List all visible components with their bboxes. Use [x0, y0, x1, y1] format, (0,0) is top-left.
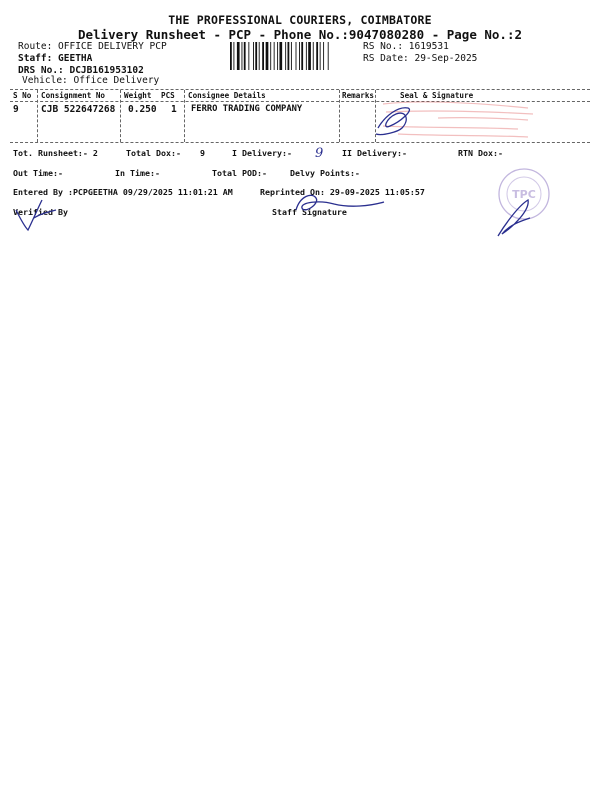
col-divider	[184, 90, 185, 142]
delvy-points: Delvy Points:-	[290, 168, 360, 178]
out-time: Out Time:-	[13, 168, 63, 178]
col-header-consignee: Consignee Details	[188, 91, 266, 100]
col-divider	[120, 90, 121, 142]
barcode-bar	[262, 42, 264, 70]
row-consignment: CJB 522647268	[41, 104, 116, 115]
total-dox-label: Total Dox:-	[126, 148, 181, 158]
barcode-bar	[279, 42, 282, 70]
verified-signature	[12, 196, 60, 236]
staff-signature	[290, 186, 390, 222]
barcode-bar	[248, 42, 249, 70]
col-header-remarks: Remarks	[342, 91, 375, 100]
svg-text:TPC: TPC	[512, 188, 536, 201]
barcode-bar	[277, 42, 278, 70]
staff-text: Staff: GEETHA	[18, 53, 93, 64]
barcode-bar	[255, 42, 257, 70]
rtn-dox: RTN Dox:-	[458, 148, 503, 158]
barcode-bar	[259, 42, 260, 70]
barcode-bar	[308, 42, 311, 70]
barcode-image	[230, 42, 358, 70]
col-header-pcs: PCS	[161, 91, 175, 100]
barcode-bar	[316, 42, 318, 70]
col-divider	[37, 90, 38, 142]
barcode-bar	[313, 42, 314, 70]
row-weight: 0.250	[128, 104, 157, 115]
col-header-weight: Weight	[124, 91, 152, 100]
vehicle-text: Vehicle: Office Delivery	[22, 75, 160, 86]
col-header-sno: S No	[13, 91, 32, 100]
ii-delivery: II Delivery:-	[342, 148, 407, 158]
barcode-bar	[237, 42, 240, 70]
barcode-bar	[306, 42, 307, 70]
route-text: Route: OFFICE DELIVERY PCP	[18, 41, 167, 52]
consignee-signature	[370, 98, 440, 143]
barcode-bar	[230, 42, 232, 70]
seal-signature	[494, 196, 534, 240]
total-dox-value: 9	[200, 148, 205, 158]
barcode-bar	[299, 42, 300, 70]
barcode-bar	[285, 42, 286, 70]
entered-by: Entered By :PCPGEETHA 09/29/2025 11:01:21 AM	[13, 187, 233, 197]
barcode-bar	[296, 42, 297, 70]
barcode-bar	[291, 42, 292, 70]
barcode-bar	[266, 42, 269, 70]
barcode-bar	[320, 42, 321, 70]
drs-number: DRS No.: DCJB161953102	[18, 65, 144, 76]
col-divider	[339, 90, 340, 142]
rs-number: RS No.: 1619531	[363, 41, 449, 52]
verified-by-label: Verified By	[13, 207, 68, 217]
handwritten-delivery-count: 9	[315, 146, 324, 161]
table-bottom-rule	[10, 142, 590, 143]
barcode-bar	[253, 42, 254, 70]
table-top-rule	[10, 89, 590, 90]
barcode-bar	[328, 42, 329, 70]
col-header-seal-signature: Seal & Signature	[400, 91, 474, 100]
total-pod: Total POD:-	[212, 168, 267, 178]
rs-date: RS Date: 29-Sep-2025	[363, 53, 478, 64]
barcode-bar	[288, 42, 290, 70]
row-consignee: FERRO TRADING COMPANY	[191, 104, 303, 114]
col-header-consignment: Consignment No	[41, 91, 106, 100]
barcode-bar	[323, 42, 324, 70]
runsheet-subtitle: Delivery Runsheet - PCP - Phone No.:9047080280 - Page No.:2	[77, 27, 522, 42]
barcode-bar	[233, 42, 234, 70]
in-time: In Time:-	[115, 168, 160, 178]
barcode-bar	[244, 42, 246, 70]
row-pcs: 1	[171, 104, 177, 115]
barcode-bar	[301, 42, 303, 70]
barcode-bar	[274, 42, 275, 70]
reprinted-on: Reprinted On: 29-09-2025 11:05:57	[260, 187, 425, 197]
company-title: THE PROFESSIONAL COURIERS, COIMBATORE	[168, 13, 432, 27]
barcode-bar	[242, 42, 243, 70]
barcode-bar	[270, 42, 271, 70]
i-delivery: I Delivery:-	[232, 148, 292, 158]
staff-signature-label: Staff Signature	[272, 207, 347, 217]
total-runsheet: Tot. Runsheet:- 2	[13, 148, 98, 158]
row-sno: 9	[13, 104, 19, 115]
